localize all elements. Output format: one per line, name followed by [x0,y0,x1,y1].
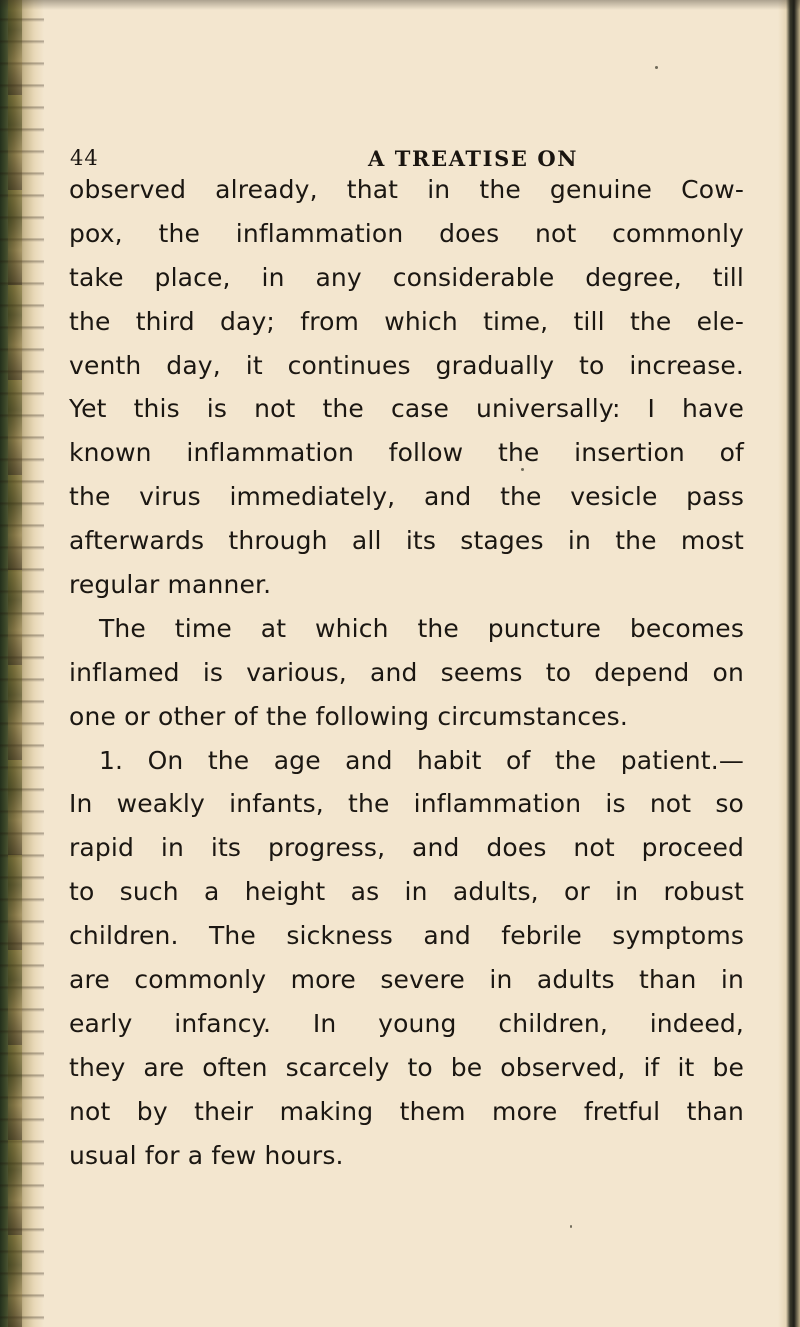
book-binding-edge [0,0,44,1327]
text-line: to such a height as in adults, or in robust [69,877,744,907]
text-line: known inflammation follow the insertion of [69,438,744,468]
text-line: regular manner. [69,570,272,600]
text-line: the third day; from which time, till the ele- [69,306,744,336]
text-line: one or other of the following circumstances. [69,701,628,731]
text-line: The time at which the puncture becomes [99,613,744,643]
paragraph-1 [69,168,744,607]
text-line: usual for a few hours. [69,1140,344,1170]
text-line: 1. On the age and habit of the patient.— [99,745,744,775]
text-line: observed already, that in the genuine Cow- [69,175,744,204]
paragraph-3 [69,739,744,1178]
text-line: early infancy. In young children, indeed, [69,1008,744,1038]
page-number: 44 [70,146,99,170]
text-line: rapid in its progress, and does not proceed [69,833,744,863]
page-right-edge [778,0,800,1327]
text-line: are commonly more severe in adults than in [69,965,744,995]
text-line: not by their making them more fretful than [69,1096,744,1126]
running-title: A TREATISE ON [368,146,579,171]
text-line: they are often scarcely to be observed, if it be [69,1052,744,1082]
paper-speck [570,1225,572,1228]
paper-speck [655,66,658,69]
page-top-shadow [0,0,800,10]
text-line: children. The sickness and febrile symptoms [69,921,744,951]
text-line: venth day, it continues gradually to increase. [69,350,744,380]
text-line: take place, in any considerable degree, till [69,262,744,292]
text-line: pox, the inflammation does not commonly [69,218,744,248]
text-line: In weakly infants, the inflammation is not so [69,789,744,819]
text-line: afterwards through all its stages in the most [69,526,744,556]
text-line: inflamed is various, and seems to depend on [69,657,744,687]
text-line: the virus immediately, and the vesicle pass [69,482,744,512]
page-body [69,168,744,1177]
paragraph-2 [69,607,744,739]
text-line: Yet this is not the case universally: I have [69,394,744,424]
